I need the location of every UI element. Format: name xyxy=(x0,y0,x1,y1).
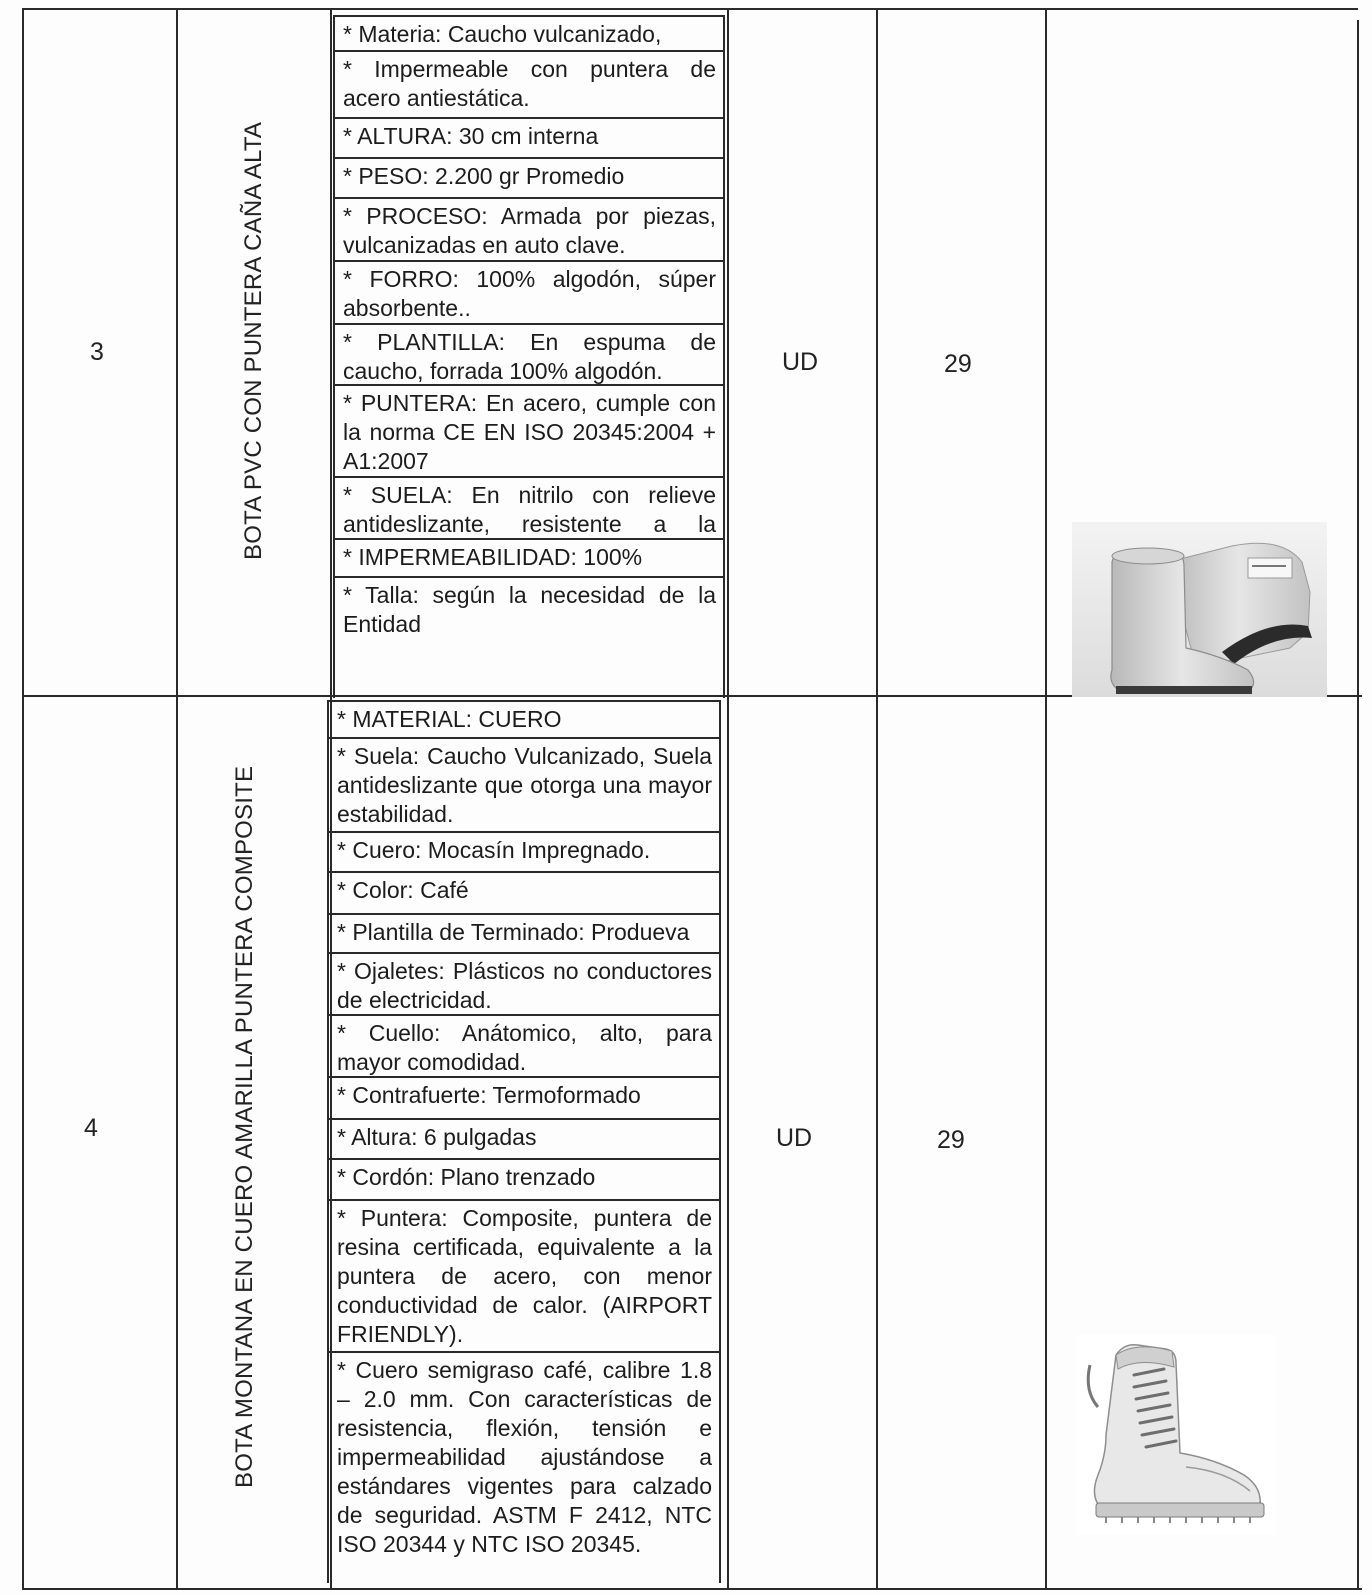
unit-label: UD xyxy=(782,348,819,376)
col-line-1 xyxy=(176,8,178,1590)
spec-cell: * PESO: 2.200 gr Promedio xyxy=(333,159,725,199)
spec-cell: * Talla: según la necesidad de la Entidad xyxy=(333,578,725,698)
spec-cell: * IMPERMEABILIDAD: 100% xyxy=(333,540,725,578)
spec-cell: * Plantilla de Terminado: Produeva xyxy=(327,915,721,954)
spec-cell: * Contrafuerte: Termoformado xyxy=(327,1078,721,1120)
col-line-4 xyxy=(876,8,878,1590)
table-bottom-border xyxy=(22,1588,1362,1590)
leather-work-boot-photo-icon xyxy=(1076,1335,1276,1535)
col-line-0 xyxy=(22,8,24,1590)
table-top-border xyxy=(22,8,1358,10)
spec-cell: * PLANTILLA: En espuma de caucho, forrada 100% algodón. xyxy=(333,325,725,386)
col-line-3 xyxy=(727,8,729,1590)
rubber-boot-photo-icon xyxy=(1072,522,1327,697)
product-name: BOTA PVC CON PUNTERA CAÑA ALTA xyxy=(240,121,267,560)
spec-list xyxy=(327,700,721,1583)
spec-cell: * Materia: Caucho vulcanizado, xyxy=(333,15,725,52)
spec-list xyxy=(333,15,725,698)
spec-cell: * Puntera: Composite, puntera de resina certificada, equivalente a la puntera de acero, con menor conductividad de calor. (AIRPORT FRIENDLY). xyxy=(327,1201,721,1353)
spec-cell: * PUNTERA: En acero, cumple con la norma CE EN ISO 20345:2004 + A1:2007 xyxy=(333,386,725,478)
spec-cell: * Ojaletes: Plásticos no conductores de electricidad. xyxy=(327,954,721,1016)
spec-cell: * Cordón: Plano trenzado xyxy=(327,1160,721,1201)
col-line-6 xyxy=(1357,20,1359,1590)
col-line-5 xyxy=(1045,8,1047,1590)
spec-cell: * Impermeable con puntera de acero antiestática. xyxy=(333,52,725,119)
spec-cell: * MATERIAL: CUERO xyxy=(327,700,721,739)
spec-cell: * PROCESO: Armada por piezas, vulcanizadas en auto clave. xyxy=(333,199,725,262)
item-number: 4 xyxy=(84,1114,98,1142)
spec-cell: * Color: Café xyxy=(327,873,721,915)
item-number: 3 xyxy=(90,338,104,366)
unit-label: UD xyxy=(776,1124,813,1152)
product-name: BOTA MONTANA EN CUERO AMARILLA PUNTERA COMPOSITE xyxy=(231,765,258,1488)
spec-cell: * SUELA: En nitrilo con relieve antideslizante, resistente a la xyxy=(333,478,725,540)
spec-cell: * Cuello: Anátomico, alto, para mayor comodidad. xyxy=(327,1016,721,1078)
spec-cell: * Suela: Caucho Vulcanizado, Suela antideslizante que otorga una mayor estabilidad. xyxy=(327,739,721,833)
quantity-value: 29 xyxy=(937,1126,965,1154)
spec-cell: * Cuero semigraso café, calibre 1.8 – 2.0 mm. Con características de resistencia, flexión, tensión e impermeabilidad ajustándose a estándares vigentes para calzado de seguridad. ASTM F 2412, NTC ISO 20344 y NTC ISO 20345. xyxy=(327,1353,721,1583)
spec-cell: * FORRO: 100% algodón, súper absorbente.. xyxy=(333,262,725,325)
spec-cell: * ALTURA: 30 cm interna xyxy=(333,119,725,159)
spec-cell: * Altura: 6 pulgadas xyxy=(327,1120,721,1160)
quantity-value: 29 xyxy=(944,350,972,378)
spec-cell: * Cuero: Mocasín Impregnado. xyxy=(327,833,721,873)
